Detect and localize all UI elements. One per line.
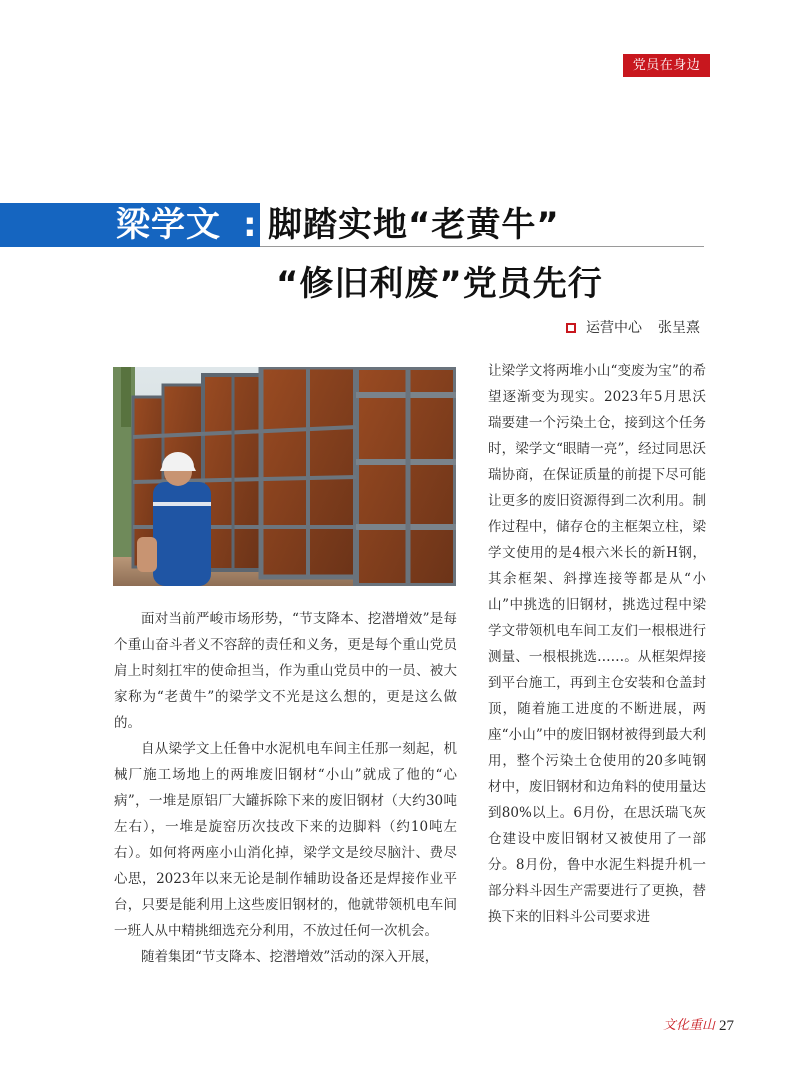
article-left-column bbox=[114, 606, 457, 970]
byline-department: 运营中心 bbox=[586, 320, 642, 336]
byline bbox=[566, 318, 700, 338]
paragraph: 自从梁学文上任鲁中水泥机电车间主任那一刻起，机械厂施工场地上的两堆废旧钢材“小山”就成了他的“心病”，一堆是原铝厂大罐拆除下来的废旧钢材（大约30吨左右），一堆是旋窑历次技改下来的边脚料（约10吨左右）。如何将两座小山消化掉，梁学文是绞尽脑汁、费尽心思，2023年以来无论是制作辅助设备还是焊接作业平台，只要是能利用上这些废旧钢材的，他就带领机电车间一班人从中精挑细选充分利用，不放过任何一次机会。 bbox=[114, 741, 457, 939]
paragraph: 随着集团“节支降本、挖潜增效”活动的深入开展， bbox=[141, 949, 439, 965]
byline-square-icon bbox=[566, 323, 576, 333]
article-right-column bbox=[488, 358, 706, 930]
title-line-1: 脚踏实地“老黄牛” bbox=[268, 205, 560, 245]
title-name: 梁学文 bbox=[116, 205, 221, 245]
paragraph: 面对当前严峻市场形势，“节支降本、挖潜增效”是每个重山奋斗者义不容辞的责任和义务，更是每个重山党员肩上时刻扛牢的使命担当，作为重山党员中的一员、被大家称为“老黄牛”的梁学文不光是这么想的，更是这么做的。 bbox=[114, 611, 457, 731]
section-tag: 党员在身边 bbox=[623, 54, 710, 77]
magazine-logo: 文化重山 bbox=[663, 1018, 716, 1033]
title-line-2: “修旧利废”党员先行 bbox=[276, 264, 603, 304]
title-colon: : bbox=[243, 205, 257, 245]
article-photo bbox=[113, 367, 456, 586]
paragraph-continued: 让梁学文将两堆小山“变废为宝”的希望逐渐变为现实。2023年5月思沃瑞要建一个污染土仓，接到这个任务时，梁学文“眼睛一亮”，经过同思沃瑞协商，在保证质量的前提下尽可能让更多的废旧资源得到二次利用。制作过程中，储存仓的主框架立柱，梁学文使用的是4根六米长的新H钢，其余框架、斜撑连接等都是从“小山”中挑选的旧钢材，挑选过程中梁学文带领机电车间工友们一根根进行测量、一根根挑选……。从框架焊接到平台施工，再到主仓安装和仓盖封顶，随着施工进度的不断进展，两座“小山”中的废旧钢材被得到最大利用，整个污染土仓使用的20多吨钢材中，废旧钢材和边角料的使用量达到80%以上。6月份，在思沃瑞飞灰仓建设中废旧钢材又被使用了一部分。8月份，鲁中水泥生料提升机一部分料斗因生产需要进行了更换，替换下来的旧料斗公司要求进 bbox=[488, 363, 706, 925]
page-number: 27 bbox=[719, 1018, 734, 1034]
byline-author: 张呈熹 bbox=[658, 320, 700, 336]
